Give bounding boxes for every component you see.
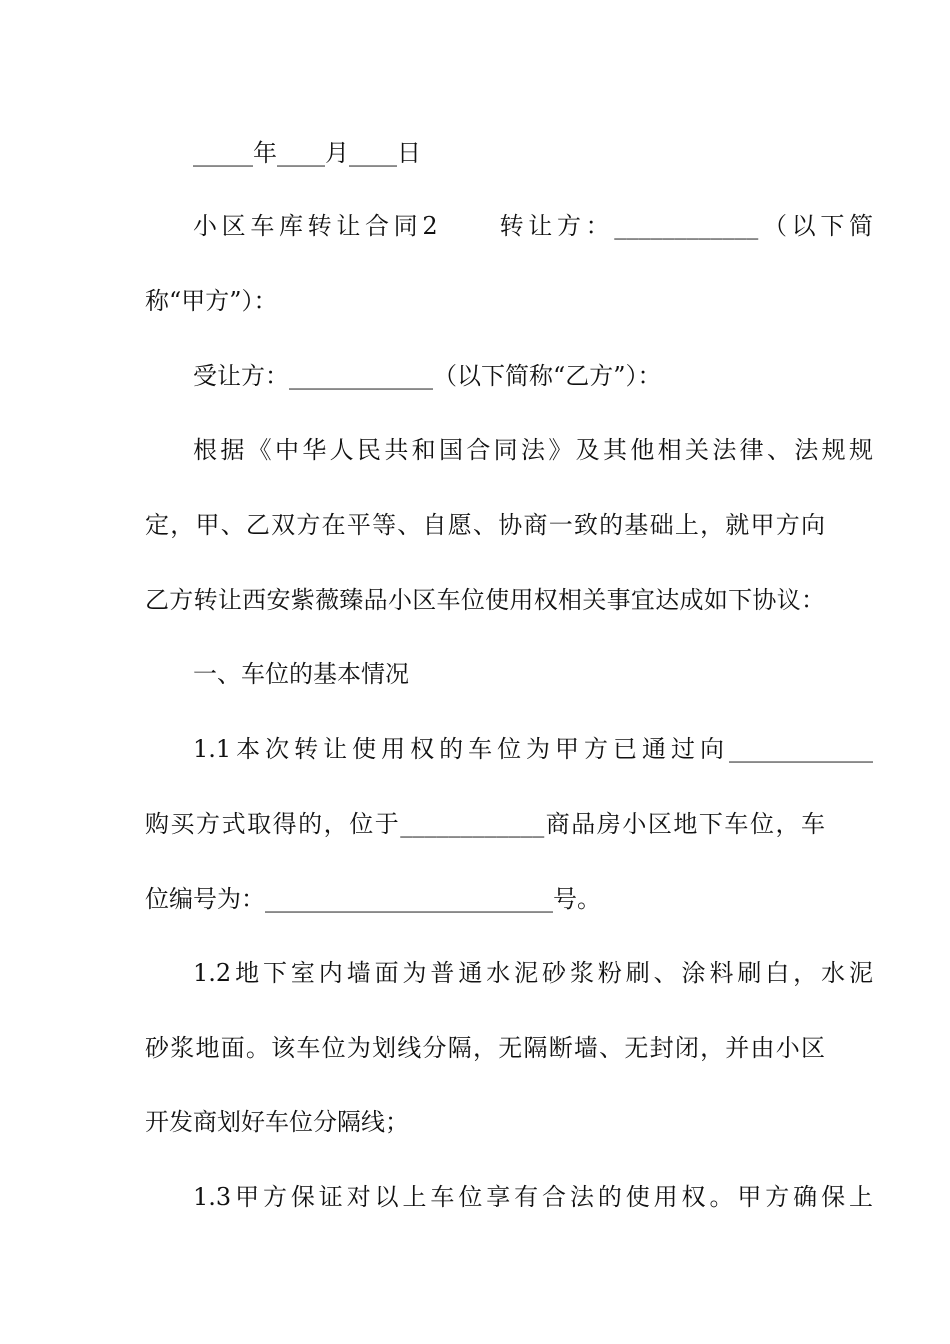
clause-line: 1.2地下室内墙面为普通水泥砂浆粉刷、涂料刷白，水泥 [193, 959, 873, 987]
date-line: _____年____月____日 [193, 139, 421, 167]
paragraph-line: 定，甲、乙双方在平等、自愿、协商一致的基础上，就甲方向 [145, 511, 825, 539]
clause-line: 开发商划好车位分隔线； [145, 1108, 409, 1136]
contract-title-line: 小区车库转让合同2 转让方：____________（以下简 [193, 212, 873, 240]
transferee-line: 受让方：____________（以下简称“乙方”）： [193, 362, 662, 390]
section-heading: 一、车位的基本情况 [193, 660, 409, 688]
clause-line: 位编号为：________________________号。 [145, 885, 601, 913]
clause-line: 1.1本次转让使用权的车位为甲方已通过向____________ [193, 735, 873, 763]
paragraph-line: 称“甲方”）： [145, 287, 278, 315]
paragraph-line: 根据《中华人民共和国合同法》及其他相关法律、法规规 [193, 436, 873, 464]
clause-line: 购买方式取得的，位于____________商品房小区地下车位，车 [145, 810, 825, 838]
clause-line: 1.3甲方保证对以上车位享有合法的使用权。甲方确保上 [193, 1183, 873, 1211]
paragraph-line: 乙方转让西安紫薇臻品小区车位使用权相关事宜达成如下协议： [145, 586, 825, 614]
clause-line: 砂浆地面。该车位为划线分隔，无隔断墙、无封闭，并由小区 [145, 1034, 825, 1062]
